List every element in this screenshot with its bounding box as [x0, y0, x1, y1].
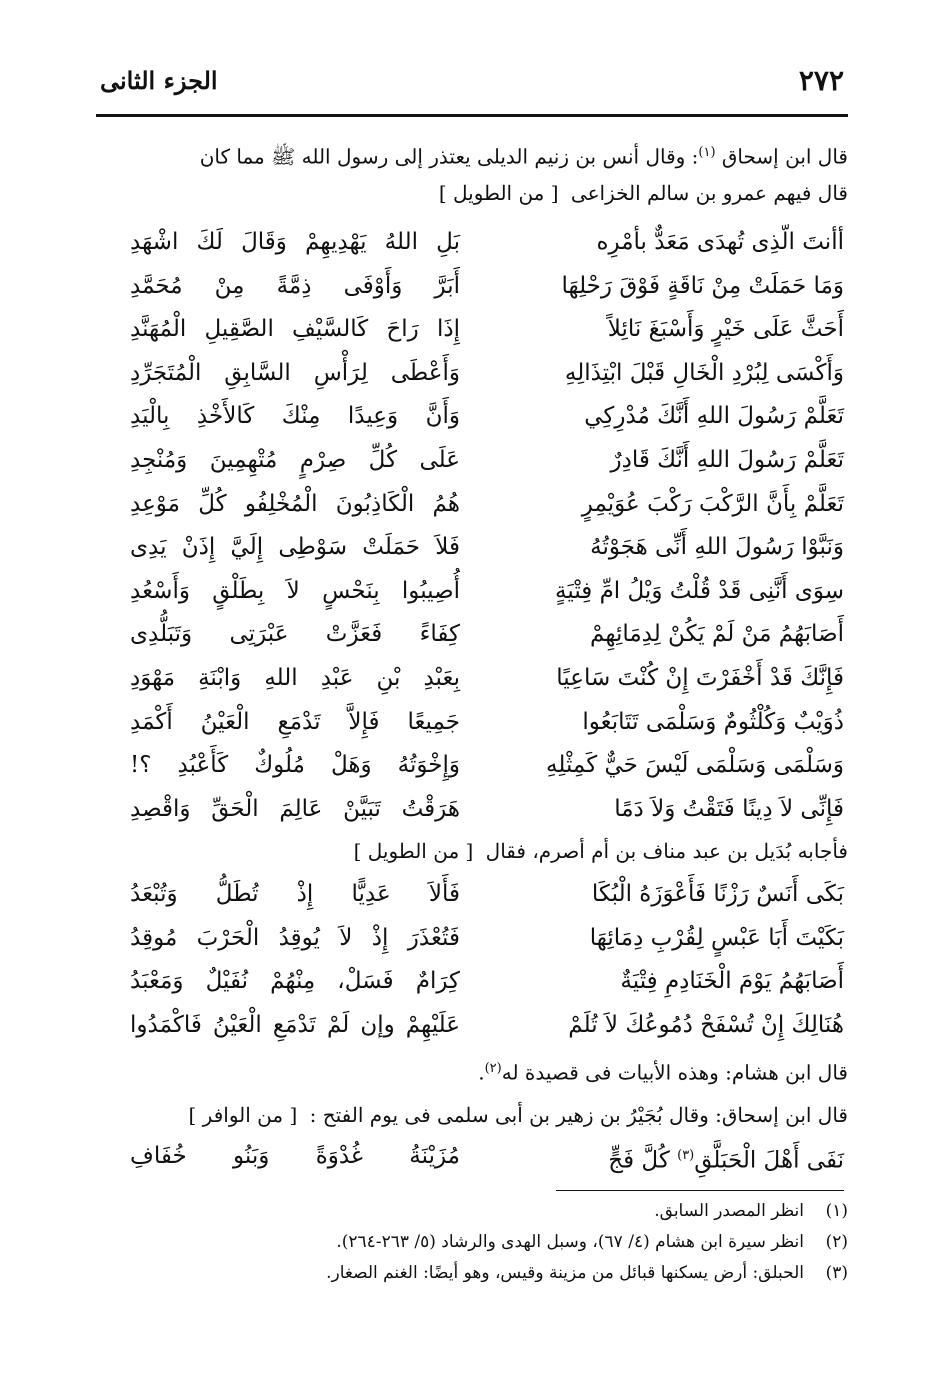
bridge-text: فأجابه بُدَيل بن عبد مناف بن أم أصرم، فقال	[485, 839, 848, 863]
verse-line	[100, 484, 844, 524]
verse-second-hemistich: فَلاَ حَمَلَتْ سَوْطِى إِلَيَّ إِذَنْ يَدِى	[130, 534, 460, 561]
verse-first-hemistich: وَسَلْمَى وَسَلْمَى لَيْسَ حَيٌّ كَمِثْلِهِ	[546, 752, 844, 779]
verse-line	[100, 527, 844, 567]
verse-second-hemistich: كِفَاءً فَعَزَّتْ عَبْرَتِى وَتَبَلُّدِى	[130, 621, 460, 648]
verse-first-hemistich: فَإِنَّكَ قَدْ أَخْفَرْتَ إِنْ كُنْتَ سَاعِيًا	[556, 665, 844, 691]
footnote-rule	[556, 1190, 844, 1191]
verse-first-hemistich: أَصَابَهُمُ يَوْمَ الْخَنَادِمِ فِتْيَةٌ	[620, 968, 844, 995]
footnote-text: الحبلق: أرض يسكنها قبائل من مزينة وقيس، وهو أيضًا: الغنم الصغار.	[326, 1263, 804, 1283]
verse-first-hemistich: تَعَلَّمْ بِأَنَّ الرَّكْبَ رَكْبَ عُوَيْمِرٍ	[581, 490, 844, 517]
verse-second-hemistich: عَلَيْهِمْ وإن لَمْ تَدْمَعِ الْعَيْنُ فَاكْمَدُوا	[130, 1011, 460, 1038]
verse-second-hemistich: جَمِيعًا فَإِلاَّ تَدْمَعِ الْعَيْنُ أَكْمَدِ	[130, 708, 460, 735]
verse-line	[100, 1005, 844, 1045]
hisham-end: .	[478, 1060, 485, 1085]
verse-second-hemistich: هُمُ الْكَاذِبُونَ الْمُخْلِفُو كُلِّ مَوْعِدِ	[130, 490, 460, 517]
verse-second-hemistich: كِرَامٌ فَسَلْ، مِنْهُمْ نُفَيْلٌ وَمَعْبَدُ	[130, 968, 460, 995]
footnote-text: انظر سيرة ابن هشام (٤/ ٦٧)، وسبل الهدى والرشاد (٥/ ٢٦٣-٢٦٤).	[336, 1232, 804, 1252]
verse-text-rest: كُلَّ فَجٍّ	[608, 1147, 670, 1174]
part-title: الجزء الثانى	[100, 66, 218, 95]
bridge-line	[96, 834, 848, 868]
footnote-2	[96, 1227, 848, 1258]
verse-first-hemistich: بَكَيْتَ أَبَا عَبْسٍ لِقُرْبِ دِمَائِهَا	[589, 924, 844, 951]
verse-first-hemistich: وَنَبَّوْا رَسُولَ اللهِ أَنِّى هَجَوْتُهُ	[590, 534, 844, 561]
footnotes	[96, 1196, 848, 1289]
verse-first-hemistich	[494, 1136, 844, 1181]
verse-line	[100, 874, 844, 914]
verse-line	[100, 440, 844, 480]
verse-first-hemistich: أَصَابَهُمُ مَنْ لَمْ يَكُنْ لِدِمَائِهِمْ	[590, 621, 844, 648]
verse-line	[100, 961, 844, 1001]
verse-line	[100, 571, 844, 611]
verse-first-hemistich: تَعَلَّمْ رَسُولَ اللهِ أَنَّكَ مُدْرِكِي	[584, 403, 844, 430]
verse-first-hemistich: وَأَكْسَى لِبُرْدِ الْخَالِ قَبْلَ ابْتِذَالِهِ	[564, 359, 844, 386]
verse-second-hemistich: أُصِيبُوا بِنَحْسٍ لاَ بِطَلْقٍ وَأَسْعُدِ	[130, 577, 460, 604]
verse-line	[100, 396, 844, 436]
ishaq-text: قال ابن إسحاق: وقال بُجَيْرُ بن زهير بن أبى سلمى فى يوم الفتح :	[309, 1103, 848, 1127]
intro-line-2	[96, 176, 848, 210]
ishaq-note	[96, 1098, 848, 1132]
verse-first-hemistich: بَكَى أَنَسٌ رَزْنًا فَأَعْوَزَهُ الْبُكَا	[591, 881, 844, 907]
footnote-text: انظر المصدر السابق.	[654, 1201, 804, 1221]
intro-text-rest: : وقال أنس بن زنيم الديلى يعتذر إلى رسول الله ﷺ مما كان	[199, 144, 699, 169]
verse-line	[100, 918, 844, 958]
footnote-3	[96, 1258, 848, 1289]
verse-second-hemistich: وَإِخْوَتُهُ وَهَلْ مُلُوكٌ كَأَعْبُدِ ؟!	[130, 752, 460, 779]
intro-line-2-text: قال فيهم عمرو بن سالم الخزاعى	[570, 181, 848, 205]
verse-second-hemistich: فَأَلاَ عَدِيًّا إِذْ تُطَلُّ وَتُبْعَدُ	[130, 881, 460, 907]
verse-line	[100, 658, 844, 698]
intro-text: قال ابن إسحاق	[721, 144, 848, 169]
verse-first-hemistich: سِوَى أَنَّنِى قَدْ قُلْتُ وَيْلُ امِّ فِتْيَةٍ	[555, 577, 844, 604]
footnote-1	[96, 1196, 848, 1227]
verse-line	[100, 789, 844, 829]
verse-second-hemistich: وَأَنَّ وَعِيدًا مِنْكَ كَالأَخْذِ بِالْيَدِ	[130, 403, 460, 430]
meter-label: [ من الطويل ]	[438, 181, 559, 205]
hisham-note	[96, 1052, 848, 1090]
verse-second-hemistich: إِذَا رَاحَ كَالسَّيْفِ الصَّقِيلِ الْمُهَنَّدِ	[130, 316, 460, 343]
footnote-ref-3: (٣)	[677, 1148, 695, 1163]
meter-label: [ من الطويل ]	[353, 839, 474, 863]
verse-line	[100, 745, 844, 785]
verse-second-hemistich: هَرَقْتُ تَبَيَّنْ عَالِمَ الْحَقِّ وَاقْصِدِ	[130, 795, 460, 822]
verse-second-hemistich: وَأَعْطَى لِرَأْسِ السَّابِقِ الْمُتَجَرِّدِ	[130, 359, 460, 386]
verse-second-hemistich: أَبَرَّ وَأَوْفَى ذِمَّةً مِنْ مُحَمَّدِ	[130, 272, 460, 299]
verse-first-hemistich: أَحَثَّ عَلَى خَيْرٍ وَأَسْبَغَ نَائِلاً	[607, 316, 844, 343]
verse-second-hemistich: بِعَبْدِ بْنِ عَبْدِ اللهِ وَابْنَةِ مَهْوَدِ	[130, 665, 460, 691]
footnote-ref-2: (٢)	[484, 1061, 502, 1076]
final-verse	[100, 1136, 844, 1180]
footnote-number: (٢)	[825, 1232, 848, 1252]
footnote-number: (٣)	[825, 1263, 848, 1283]
verse-second-hemistich: عَلَى كُلِّ صِرْمٍ مُتْهِمِينَ وَمُنْجِدِ	[130, 447, 460, 473]
meter-label: [ من الوافر ]	[188, 1103, 298, 1127]
verse-second-hemistich: بَلِ اللهُ يَهْدِيهِمْ وَقَالَ لَكَ اشْهَدِ	[130, 229, 460, 255]
verse-second-hemistich: مُزَيْنَةُ غُدْوَةً وَبَنُو خُفَافِ	[130, 1143, 460, 1169]
verse-second-hemistich: فَتُعْذَرَ إِذْ لاَ يُوقِدُ الْحَرْبَ مُوقِدُ	[130, 924, 460, 951]
verse-text: نَفَى أَهْلَ الْحَبَلَّقِ	[694, 1147, 844, 1174]
verse-first-hemistich: وَمَا حَمَلَتْ مِنْ نَاقَةٍ فَوْقَ رَحْلِهَا	[561, 272, 844, 299]
verse-line	[100, 614, 844, 654]
verse-line	[100, 702, 844, 742]
intro-line-1	[96, 136, 848, 174]
verse-first-hemistich: تَعَلَّمْ رَسُولَ اللهِ أَنَّكَ قَادِرٌ	[610, 447, 844, 473]
verse-first-hemistich: هُنَالِكَ إِنْ تُسْفَحْ دُمُوعُكَ لاَ تُلَمْ	[568, 1011, 844, 1038]
footnote-number: (١)	[825, 1201, 848, 1221]
header-rule	[96, 114, 848, 117]
verse-line	[100, 309, 844, 349]
verse-line	[100, 222, 844, 262]
hisham-text: قال ابن هشام: وهذه الأبيات فى قصيدة له	[501, 1060, 848, 1085]
verse-line	[100, 266, 844, 306]
verse-first-hemistich: ذُوَيْبٌ وَكُلْثُومٌ وَسَلْمَى تَتَابَعُوا	[582, 708, 844, 735]
verse-first-hemistich: فَإِنِّى لاَ دِينًا فَتَقْتُ وَلاَ دَمًا	[614, 795, 844, 822]
page-header	[96, 58, 848, 110]
verse-first-hemistich: أأنتَ الّذِى تُهدَى مَعَدٌّ بأمْرِه	[596, 229, 844, 255]
verse-line	[100, 353, 844, 393]
page-number: ٢٧٢	[798, 64, 844, 97]
footnote-ref-1: (١)	[698, 145, 716, 160]
